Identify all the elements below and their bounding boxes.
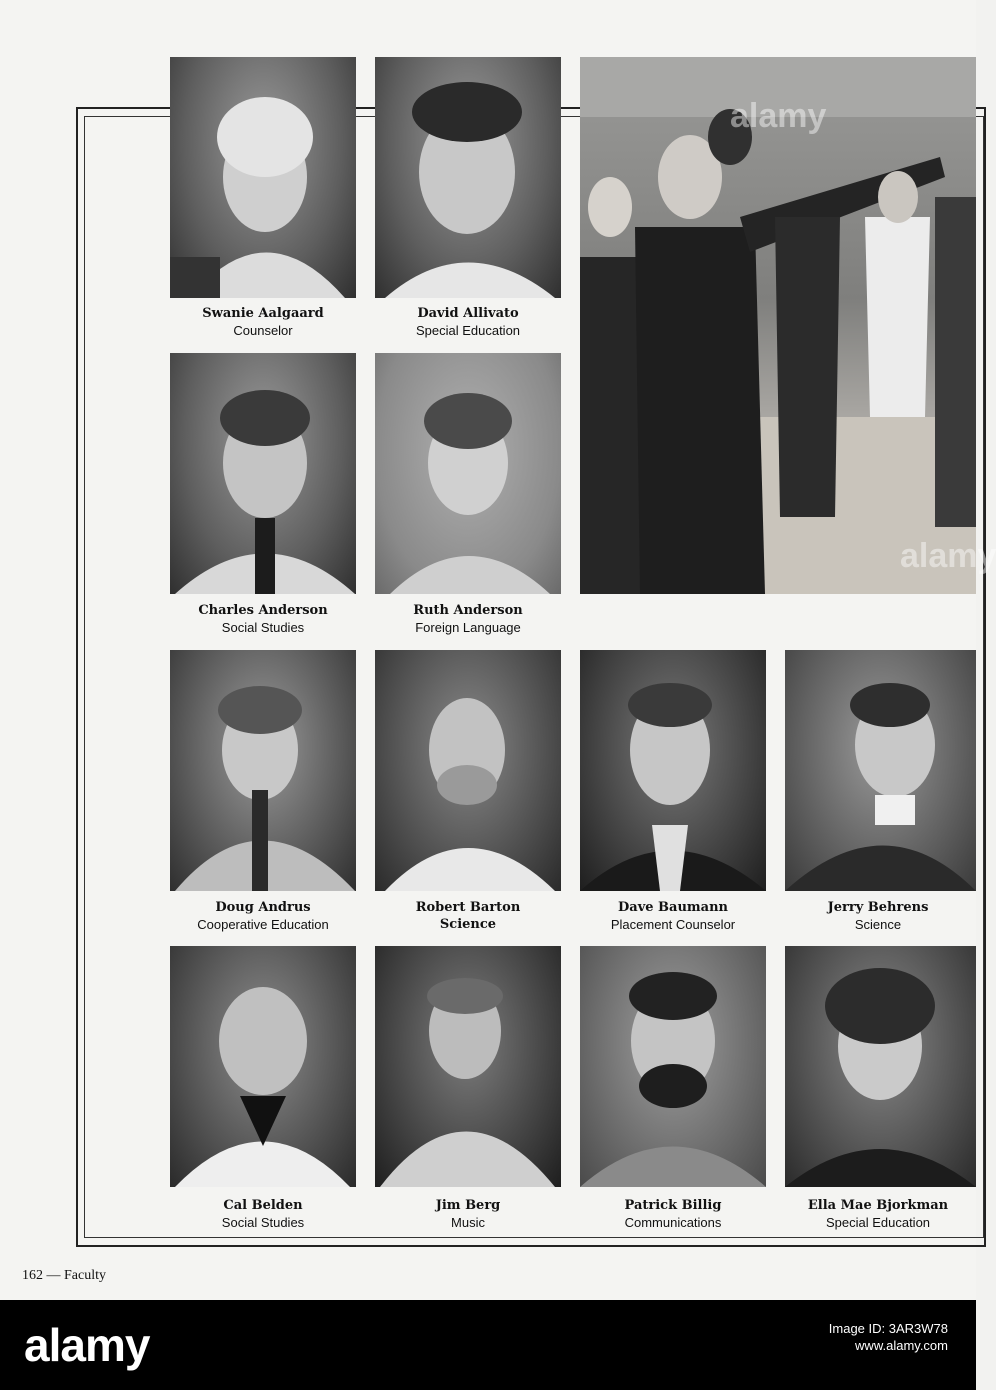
site-url: www.alamy.com xyxy=(855,1338,948,1353)
portrait-photo xyxy=(170,57,356,298)
faculty-name: Ella Mae Bjorkman xyxy=(807,1198,949,1213)
faculty-caption xyxy=(169,899,357,933)
faculty-caption xyxy=(784,899,972,933)
faculty-name: Dave Baumann xyxy=(618,900,728,915)
faculty-name: Jerry Behrens xyxy=(827,900,929,915)
image-id-label: Image ID: 3AR3W78 xyxy=(828,1321,948,1336)
faculty-role: Science xyxy=(854,917,902,932)
portrait-photo xyxy=(170,946,356,1187)
faculty-role: Foreign Language xyxy=(415,620,521,635)
faculty-caption xyxy=(169,305,357,339)
stock-banner xyxy=(0,1300,976,1390)
faculty-role: Science xyxy=(439,917,497,932)
faculty-name: Ruth Anderson xyxy=(413,603,523,618)
faculty-name: Robert Barton xyxy=(415,900,521,915)
faculty-caption xyxy=(169,1197,357,1231)
faculty-name: Doug Andrus xyxy=(215,900,311,915)
watermark: alamy xyxy=(900,537,996,575)
faculty-role: Placement Counselor xyxy=(610,917,736,932)
faculty-role: Social Studies xyxy=(221,1215,305,1230)
faculty-name: Charles Anderson xyxy=(198,603,328,618)
faculty-role: Counselor xyxy=(233,323,293,338)
faculty-caption xyxy=(374,602,562,636)
faculty-name: Swanie Aalgaard xyxy=(202,306,324,321)
portrait-photo xyxy=(375,57,561,298)
page-folio: 162 — Faculty xyxy=(22,1268,106,1283)
faculty-role: Social Studies xyxy=(221,620,305,635)
portrait-photo xyxy=(375,946,561,1187)
faculty-caption xyxy=(169,602,357,636)
faculty-caption xyxy=(374,305,562,339)
faculty-role: Cooperative Education xyxy=(197,917,329,932)
faculty-name: Patrick Billig xyxy=(624,1198,722,1213)
portrait-photo xyxy=(580,650,766,891)
portrait-photo xyxy=(785,946,976,1187)
watermark: alamy xyxy=(730,97,827,135)
faculty-name: David Allivato xyxy=(417,306,519,321)
faculty-caption xyxy=(374,899,562,933)
faculty-role: Special Education xyxy=(415,323,521,338)
portrait-photo xyxy=(170,650,356,891)
faculty-caption xyxy=(579,899,767,933)
portrait-photo xyxy=(375,353,561,594)
faculty-name: Jim Berg xyxy=(435,1198,501,1213)
portrait-photo xyxy=(375,650,561,891)
alamy-logo: alamy xyxy=(24,1319,150,1371)
faculty-caption xyxy=(579,1197,767,1231)
portrait-photo xyxy=(785,650,976,891)
candid-event-photo xyxy=(580,57,996,594)
faculty-role: Music xyxy=(451,1215,485,1230)
faculty-caption xyxy=(784,1197,972,1231)
faculty-role: Communications xyxy=(624,1215,722,1230)
stock-image-info xyxy=(829,1320,948,1354)
faculty-name: Cal Belden xyxy=(223,1198,303,1213)
faculty-role: Special Education xyxy=(825,1215,931,1230)
faculty-caption xyxy=(374,1197,562,1231)
portrait-photo xyxy=(170,353,356,594)
portrait-photo xyxy=(580,946,766,1187)
